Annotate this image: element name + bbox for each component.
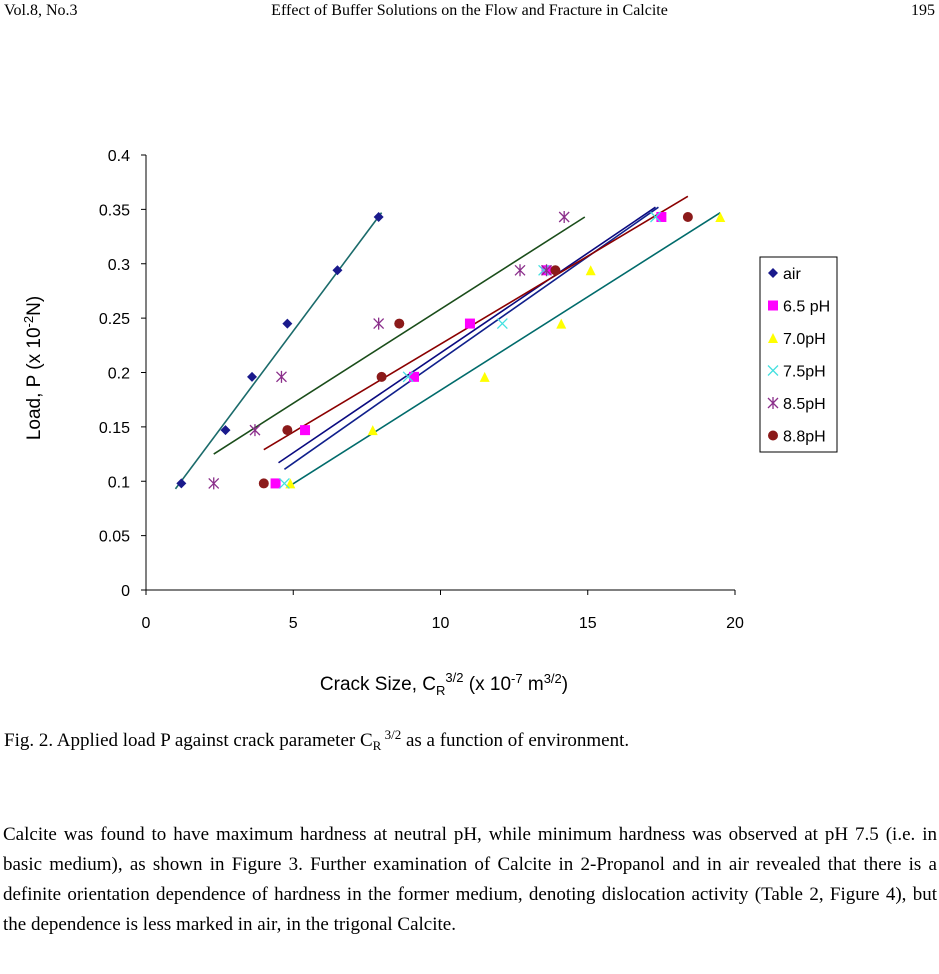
x-axis-title-part: (x 10 xyxy=(463,674,512,695)
x-tick-label: 5 xyxy=(288,615,298,632)
point-88ph xyxy=(683,212,693,222)
point-85ph xyxy=(374,318,384,330)
legend-label-65ph: 6.5 pH xyxy=(783,298,831,316)
point-85ph xyxy=(276,371,286,383)
y-tick-label: 0 xyxy=(121,583,130,600)
x-tick-label: 15 xyxy=(578,615,597,632)
legend-label-70ph: 7.0pH xyxy=(783,331,826,348)
point-75ph xyxy=(497,319,507,329)
legend-marker-65ph xyxy=(768,301,778,311)
y-tick-label: 0.05 xyxy=(98,528,130,546)
y-axis-title-part: N) xyxy=(24,295,45,316)
point-88ph xyxy=(377,372,387,382)
point-85ph xyxy=(559,211,569,223)
point-85ph xyxy=(209,477,219,489)
point-70ph xyxy=(715,212,725,222)
point-70ph xyxy=(586,265,596,275)
x-tick-label: 20 xyxy=(726,615,744,632)
legend-label-85ph: 8.5pH xyxy=(783,396,826,413)
y-axis-title xyxy=(21,296,45,440)
running-title: Effect of Buffer Solutions on the Flow and Fracture in Calcite xyxy=(271,2,668,19)
y-tick-label: 0.2 xyxy=(107,365,130,383)
caption-sup: 3/2 xyxy=(381,727,402,742)
point-65ph xyxy=(656,212,666,222)
y-axis-title-part: Load, P (x 10 xyxy=(24,327,45,441)
legend-label-75ph: 7.5pH xyxy=(783,363,826,381)
y-tick-label: 0.1 xyxy=(107,474,130,492)
x-axis-title-part: m xyxy=(522,674,544,695)
x-tick-label: 0 xyxy=(141,615,151,632)
x-tick-label: 10 xyxy=(431,615,450,632)
point-70ph xyxy=(556,319,566,329)
x-axis-title-part: Crack Size, C xyxy=(319,674,437,695)
trendline-70ph xyxy=(290,213,720,486)
y-tick-label: 0.4 xyxy=(107,148,130,165)
page-number: 195 xyxy=(911,2,935,19)
y-axis-title-part: -2 xyxy=(21,315,36,328)
x-axis-title-part: 3/2 xyxy=(445,670,464,685)
point-air xyxy=(282,319,292,329)
y-tick-label: 0.35 xyxy=(98,202,130,220)
caption-prefix: Fig. 2. Applied load P against crack parameter C xyxy=(4,730,373,751)
x-axis-title-part: R xyxy=(436,683,446,698)
volume-label: Vol.8, No.3 xyxy=(4,2,78,19)
x-axis-title-part: 3/2 xyxy=(543,671,562,686)
point-88ph xyxy=(259,478,269,488)
point-88ph xyxy=(394,319,404,329)
x-axis-title xyxy=(320,670,568,698)
x-axis-title-part: -7 xyxy=(511,671,523,686)
y-tick-label: 0.25 xyxy=(98,311,130,329)
point-88ph xyxy=(282,425,292,435)
point-88ph xyxy=(550,265,560,275)
trendline-65ph xyxy=(279,207,656,463)
legend-marker-88ph xyxy=(768,431,778,441)
caption-suffix: as a function of environment. xyxy=(401,730,630,751)
x-axis-title-part: ) xyxy=(561,674,569,695)
figure-caption xyxy=(4,727,629,754)
point-65ph xyxy=(271,478,281,488)
point-65ph xyxy=(409,372,419,382)
trendline-88ph xyxy=(264,196,688,449)
y-tick-label: 0.3 xyxy=(107,256,130,274)
point-65ph xyxy=(465,319,475,329)
body-paragraph: Calcite was found to have maximum hardness at neutral pH, while minimum hardness was observed at pH 7.5 (i.e. in basic medium), as shown in Figure 3. Further examination of Calcite in 2-Propanol and in air revealed that there is a definite orientation dependence of hardness in the former medium, denoting dislocation activity (Table 2, Figure 4), but the dependence is less marked in air, in the trigonal Calcite. xyxy=(3,824,937,935)
legend-label-air: air xyxy=(783,266,801,283)
trendline-85ph xyxy=(214,217,585,454)
y-tick-label: 0.15 xyxy=(98,419,130,437)
legend-box xyxy=(760,257,837,452)
caption-sub: R xyxy=(372,738,382,753)
point-65ph xyxy=(300,425,310,435)
point-70ph xyxy=(480,372,490,382)
point-85ph xyxy=(515,264,525,276)
legend-label-88ph: 8.8pH xyxy=(783,428,826,446)
